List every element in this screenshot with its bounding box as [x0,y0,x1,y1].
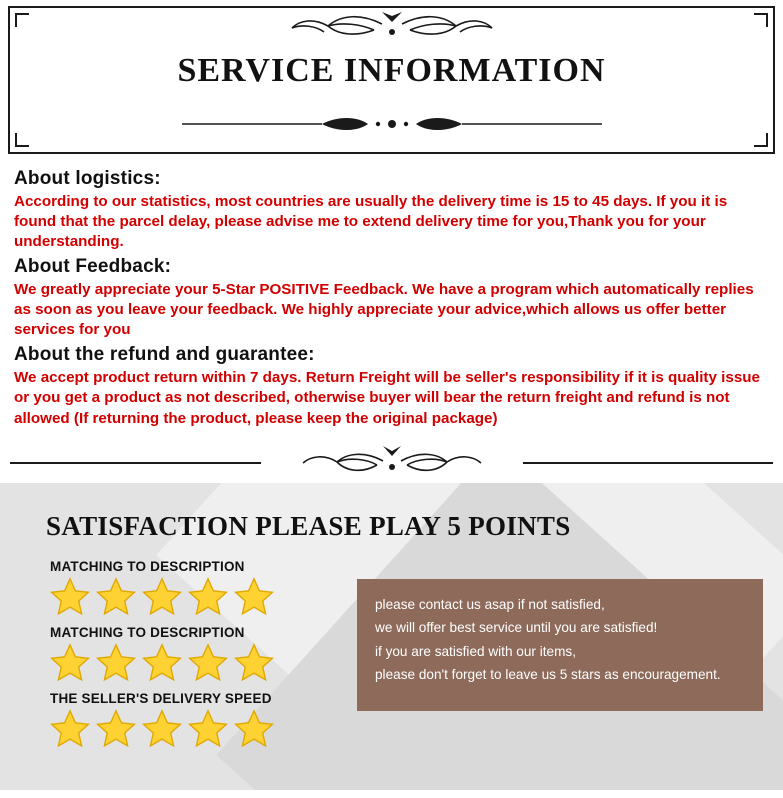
divider-ornament-icon [261,443,523,486]
rating-label-1: MATCHING TO DESCRIPTION [50,558,245,574]
note-line-1: please contact us asap if not satisfied, [375,597,605,612]
ornament-top-icon [262,10,522,55]
banner-corner-bottom-right-icon [754,133,768,147]
ornament-under-title-icon [172,113,612,140]
banner-corner-top-right-icon [754,13,768,27]
service-information-text [0,154,783,429]
page-title: SERVICE INFORMATION [177,52,606,89]
service-information-banner [8,6,775,154]
contact-note-box [357,579,763,711]
section-body-feedback: We greatly appreciate your 5-Star POSITIVE Feedback. We have a program which automatically replies as soon as you leave your feedback. We highly appreciate your advice,which allows us offer better services for you [14,281,754,339]
section-heading-refund: About the refund and guarantee: [14,344,315,366]
star-icon[interactable] [140,708,184,755]
star-icon[interactable] [186,576,230,623]
banner-corner-bottom-left-icon [15,133,29,147]
star-icon[interactable] [186,708,230,755]
star-rating-1[interactable] [48,576,276,623]
star-icon[interactable] [232,576,276,623]
note-line-2: we will offer best service until you are satisfied! [375,620,658,636]
section-heading-logistics: About logistics: [14,168,161,189]
star-rating-3[interactable] [48,708,276,755]
star-icon[interactable] [186,642,230,689]
rating-row-1 [50,559,276,623]
star-icon[interactable] [94,642,138,689]
star-icon[interactable] [232,642,276,689]
star-icon[interactable] [48,576,92,623]
section-divider [0,443,783,483]
star-icon[interactable] [140,576,184,623]
rating-row-2 [50,625,276,689]
star-icon[interactable] [140,642,184,689]
section-body-refund: We accept product return within 7 days. Return Freight will be seller's responsibility if it is quality issue or you get a product as not described, otherwise buyer will bear the return freight and refund is not allowed (If returning the product, please keep the original package) [14,369,760,427]
rating-label-3: THE SELLER'S DELIVERY SPEED [50,690,272,706]
star-icon[interactable] [232,708,276,755]
star-icon[interactable] [94,708,138,755]
note-line-4: please don't forget to leave us 5 stars as encouragement. [375,667,721,683]
star-rating-2[interactable] [48,642,276,689]
star-icon[interactable] [48,642,92,689]
note-line-3: if you are satisfied with our items, [375,643,576,659]
satisfaction-title: SATISFACTION PLEASE PLAY 5 POINTS [46,510,571,541]
rating-label-2: MATCHING TO DESCRIPTION [50,624,245,640]
rating-row-3 [50,691,276,755]
star-icon[interactable] [94,576,138,623]
banner-corner-top-left-icon [15,13,29,27]
section-heading-feedback: About Feedback: [14,256,172,278]
section-body-logistics: According to our statistics, most countries are usually the delivery time is 15 to 45 days. If you it is found that the parcel delay, please advise me to extend delivery time for you,Thank you for your understanding. [14,193,728,251]
star-icon[interactable] [48,708,92,755]
